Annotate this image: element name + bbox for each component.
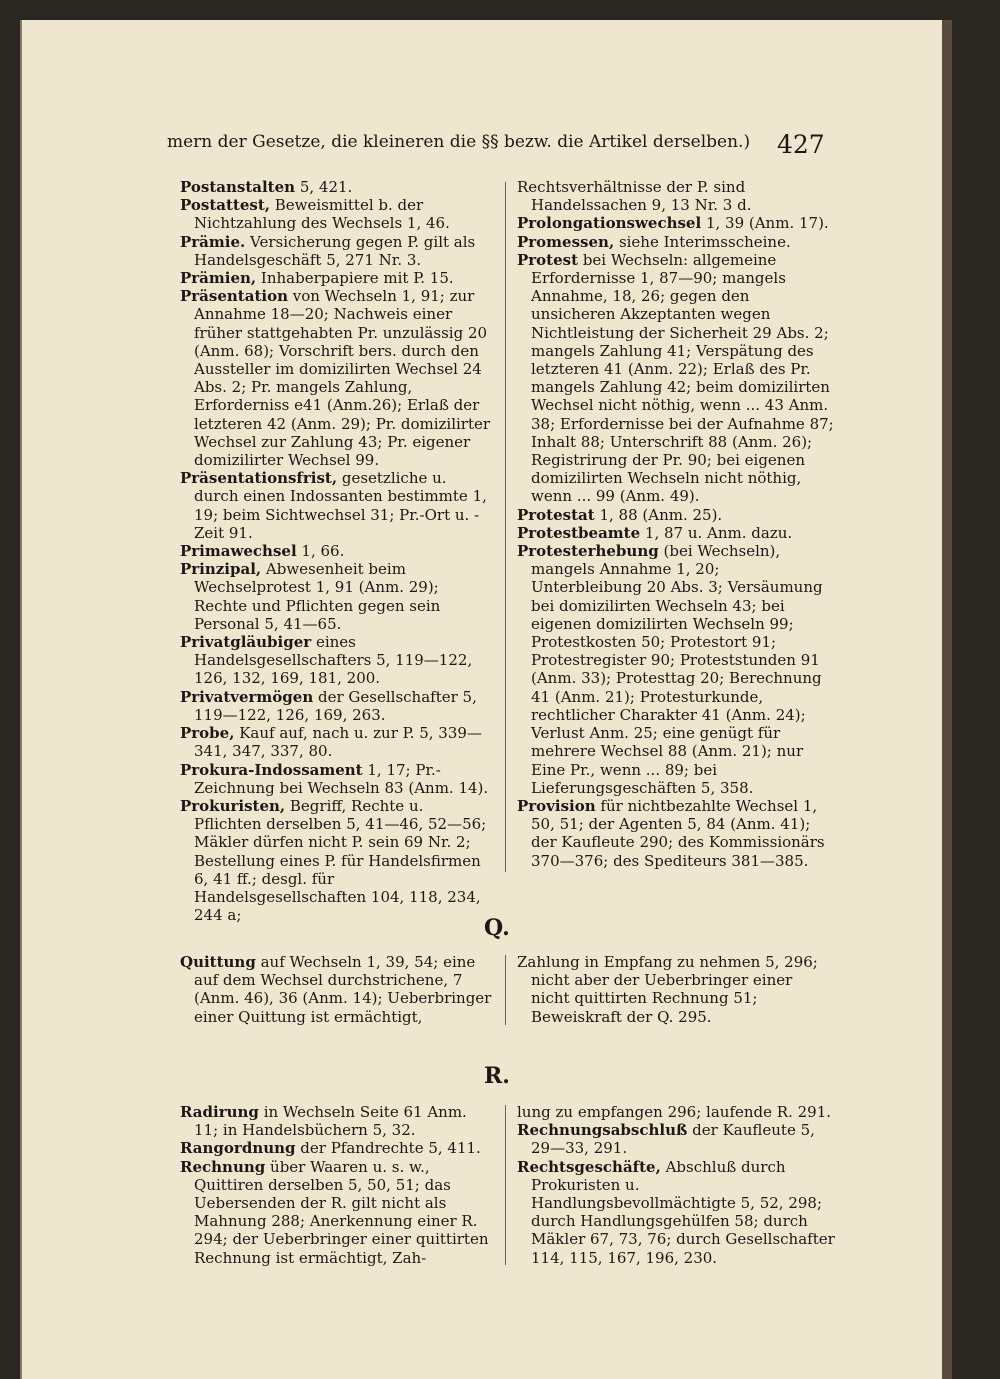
index-keyword: Prinzipal, (180, 560, 262, 579)
index-text: Rechtsverhältnisse der P. sind Handelssachen 9, 13 Nr. 3 d. (517, 178, 752, 215)
index-text: von Wechseln 1, 91; zur Annahme 18—20; Nachweis einer früher stattgehabten Pr. unzulässig 20 (Anm. 68); Vorschrift bers. durch den Aussteller im domizilirten Wechsel 24 Abs. 2; Pr. mangels Zahlung, Erforderniss e41 (Anm.26); Erlaß der letzteren 42 (Anm. 29); Pr. domizilirter Wechsel zur Zahlung 43; Pr. eigener domizilirter Wechsel 99. (194, 287, 491, 470)
book-page (20, 20, 952, 1379)
index-keyword: Radirung (180, 1103, 259, 1121)
index-text: 1, 88 (Anm. 25). (594, 505, 723, 524)
index-keyword: Prokuristen, (180, 796, 286, 815)
index-keyword: Promessen, (517, 232, 615, 251)
index-text: Beweismittel b. der Nichtzahlung des Wechsels 1, 46. (194, 196, 450, 233)
index-text: (bei Wechseln), mangels Annahme 1, 20; Unterbleibung 20 Abs. 3; Versäumung bei domizilirten Wechseln 43; bei eigenen domizilirten Wechseln 99; Protestkosten 50; Protestort 91; Protestregister 90; Proteststunden 91 (Anm. 33); Protesttag 20; Berechnung 41 (Anm. 21); Protesturkunde, rechtlicher Charakter 41 (Anm. 24); Verlust Anm. 25; eine genügt für mehrere Wechsel 88 (Anm. 21); nur Eine Pr., wenn ... 89; bei Lieferungsgeschäften 5, 358. (531, 542, 823, 797)
index-text: Zahlung in Empfang zu nehmen 5, 296; nicht aber der Ueberbringer einer nicht quittirten Rechnung 51; Beweiskraft der Q. 295. (517, 953, 818, 1026)
index-entry (180, 688, 495, 724)
column-divider (505, 1105, 506, 1265)
index-entry (180, 269, 495, 287)
index-text: der Pfandrechte 5, 411. (295, 1139, 481, 1158)
index-entry (180, 633, 495, 688)
index-text: über Waaren u. s. w., Quittiren derselben 5, 50, 51; das Uebersenden der R. gilt nicht als Mahnung 288; Anerkennung einer R. 294; der Ueberbringer einer quittirten Rechnung ist ermächtigt, Zah- (194, 1157, 489, 1267)
index-entry (517, 1103, 835, 1121)
index-entry (517, 1121, 835, 1157)
index-keyword: Präsentationsfrist, (180, 469, 338, 488)
index-entry (180, 724, 495, 760)
index-keyword: Protesterhebung (517, 542, 659, 561)
index-text: der Gesellschafter 5, 119—122, 126, 169, 263. (194, 687, 477, 724)
index-keyword: Privatvermögen (180, 687, 314, 706)
index-keyword: Prämie. (180, 232, 246, 251)
index-keyword: Protestat (517, 505, 595, 524)
index-entry (517, 233, 835, 251)
index-entry (180, 178, 495, 196)
index-entry (180, 196, 495, 232)
index-keyword: Postanstalten (180, 178, 296, 196)
column-divider (505, 955, 506, 1025)
column-p-right (517, 178, 835, 870)
index-entry (180, 1139, 495, 1157)
section-heading-r: R. (484, 1063, 510, 1089)
index-text: Kauf auf, nach u. zur P. 5, 339—341, 347, 337, 80. (194, 724, 482, 761)
index-text: gesetzliche u. durch einen Indossanten bestimmte 1, 19; beim Sichtwechsel 31; Pr.-Ort u. -Zeit 91. (194, 469, 487, 542)
index-keyword: Rechnung (180, 1157, 266, 1176)
section-heading-q: Q. (484, 915, 510, 941)
index-text: der Kaufleute 5, 29—33, 291. (531, 1121, 815, 1158)
index-keyword: Prolongationswechsel (517, 214, 702, 233)
index-entry (180, 542, 495, 560)
index-keyword: Protest (517, 250, 579, 269)
page-number: 427 (777, 130, 825, 159)
index-entry (180, 1103, 495, 1139)
index-keyword: Primawechsel (180, 542, 297, 561)
index-keyword: Rechtsgeschäfte, (517, 1157, 661, 1176)
column-p-left (180, 178, 495, 924)
index-entry (180, 1158, 495, 1267)
index-keyword: Prokura-Indossament (180, 760, 363, 779)
index-entry (517, 542, 835, 797)
index-entry (180, 233, 495, 269)
column-r-right (517, 1103, 835, 1267)
index-entry (180, 797, 495, 924)
index-text: Abschluß durch Prokuristen u. Handlungsbevollmächtigte 5, 52, 298; durch Handlungsgehülfen 58; durch Mäkler 67, 73, 76; durch Gesellschafter 114, 115, 167, 196, 230. (531, 1157, 835, 1267)
index-entry (180, 469, 495, 542)
column-q-right (517, 953, 835, 1026)
index-entry (180, 287, 495, 469)
index-keyword: Rechnungsabschluß (517, 1121, 688, 1140)
index-keyword: Quittung (180, 953, 256, 971)
index-keyword: Präsentation (180, 287, 288, 306)
running-header: mern der Gesetze, die kleineren die §§ bezw. die Artikel derselben.) (167, 132, 751, 152)
index-text: bei Wechseln: allgemeine Erfordernisse 1, 87—90; mangels Annahme, 18, 26; gegen den unsicheren Akzeptanten wegen Nichtleistung der Sicherheit 29 Abs. 2; mangels Zahlung 41; Verspätung des letzteren 41 (Anm. 22); Erlaß des Pr. mangels Zahlung 42; beim domizilirten Wechsel nicht nöthig, wenn ... 43 Anm. 38; Erfordernisse bei der Aufnahme 87; Inhalt 88; Unterschrift 88 (Anm. 26); Registrirung der Pr. 90; bei eigenen domizilirten Wechseln nicht nöthig, wenn ... 99 (Anm. 49). (531, 250, 834, 506)
index-entry (180, 761, 495, 797)
index-entry (517, 797, 835, 870)
index-text: 1, 87 u. Anm. dazu. (640, 523, 793, 542)
index-text: eines Handelsgesellschafters 5, 119—122, 126, 132, 169, 181, 200. (194, 633, 473, 688)
index-entry (517, 953, 835, 1026)
index-text: Abwesenheit beim Wechselprotest 1, 91 (Anm. 29); Rechte und Pflichten gegen sein Personal 5, 41—65. (194, 560, 441, 633)
index-keyword: Privatgläubiger (180, 633, 312, 652)
index-text: lung zu empfangen 296; laufende R. 291. (517, 1103, 832, 1121)
index-entry (517, 524, 835, 542)
index-keyword: Rangordnung (180, 1139, 296, 1158)
index-text: auf Wechseln 1, 39, 54; eine auf dem Wechsel durchstrichene, 7 (Anm. 46), 36 (Anm. 14); Ueberbringer einer Quittung ist ermächtigt, (194, 953, 492, 1026)
index-keyword: Probe, (180, 724, 235, 743)
index-entry (517, 251, 835, 506)
column-r-left (180, 1103, 495, 1267)
column-q-left (180, 953, 495, 1026)
index-keyword: Prämien, (180, 269, 257, 288)
index-entry (180, 560, 495, 633)
index-text: 1, 17; Pr.-Zeichnung bei Wechseln 83 (Anm. 14). (194, 760, 489, 797)
index-entry (517, 506, 835, 524)
index-text: Versicherung gegen P. gilt als Handelsgeschäft 5, 271 Nr. 3. (194, 232, 476, 269)
index-text: Inhaberpapiere mit P. 15. (256, 269, 454, 288)
index-keyword: Postattest, (180, 196, 270, 215)
index-entry (517, 178, 835, 214)
index-text: 1, 66. (296, 542, 345, 561)
index-text: für nichtbezahlte Wechsel 1, 50, 51; der Agenten 5, 84 (Anm. 41); der Kaufleute 290; des Kommissionärs 370—376; des Spediteurs 381—385. (531, 796, 825, 870)
index-text: Begriff, Rechte u. Pflichten derselben 5, 41—46, 52—56; Mäkler dürfen nicht P. sein 69 Nr. 2; Bestellung eines P. für Handelsfirmen 6, 41 ff.; desgl. für Handelsgesellschaften 104, 118, 234, 244 a; (194, 796, 487, 925)
index-text: 5, 421. (295, 178, 353, 196)
index-entry (517, 1158, 835, 1267)
index-keyword: Protestbeamte (517, 523, 641, 542)
index-text: 1, 39 (Anm. 17). (701, 214, 829, 233)
index-keyword: Provision (517, 796, 596, 815)
index-text: in Wechseln Seite 61 Anm. 11; in Handelsbüchern 5, 32. (194, 1103, 467, 1140)
index-entry (180, 953, 495, 1026)
index-text: siehe Interimsscheine. (614, 232, 791, 251)
index-entry (517, 214, 835, 232)
column-divider (505, 182, 506, 872)
